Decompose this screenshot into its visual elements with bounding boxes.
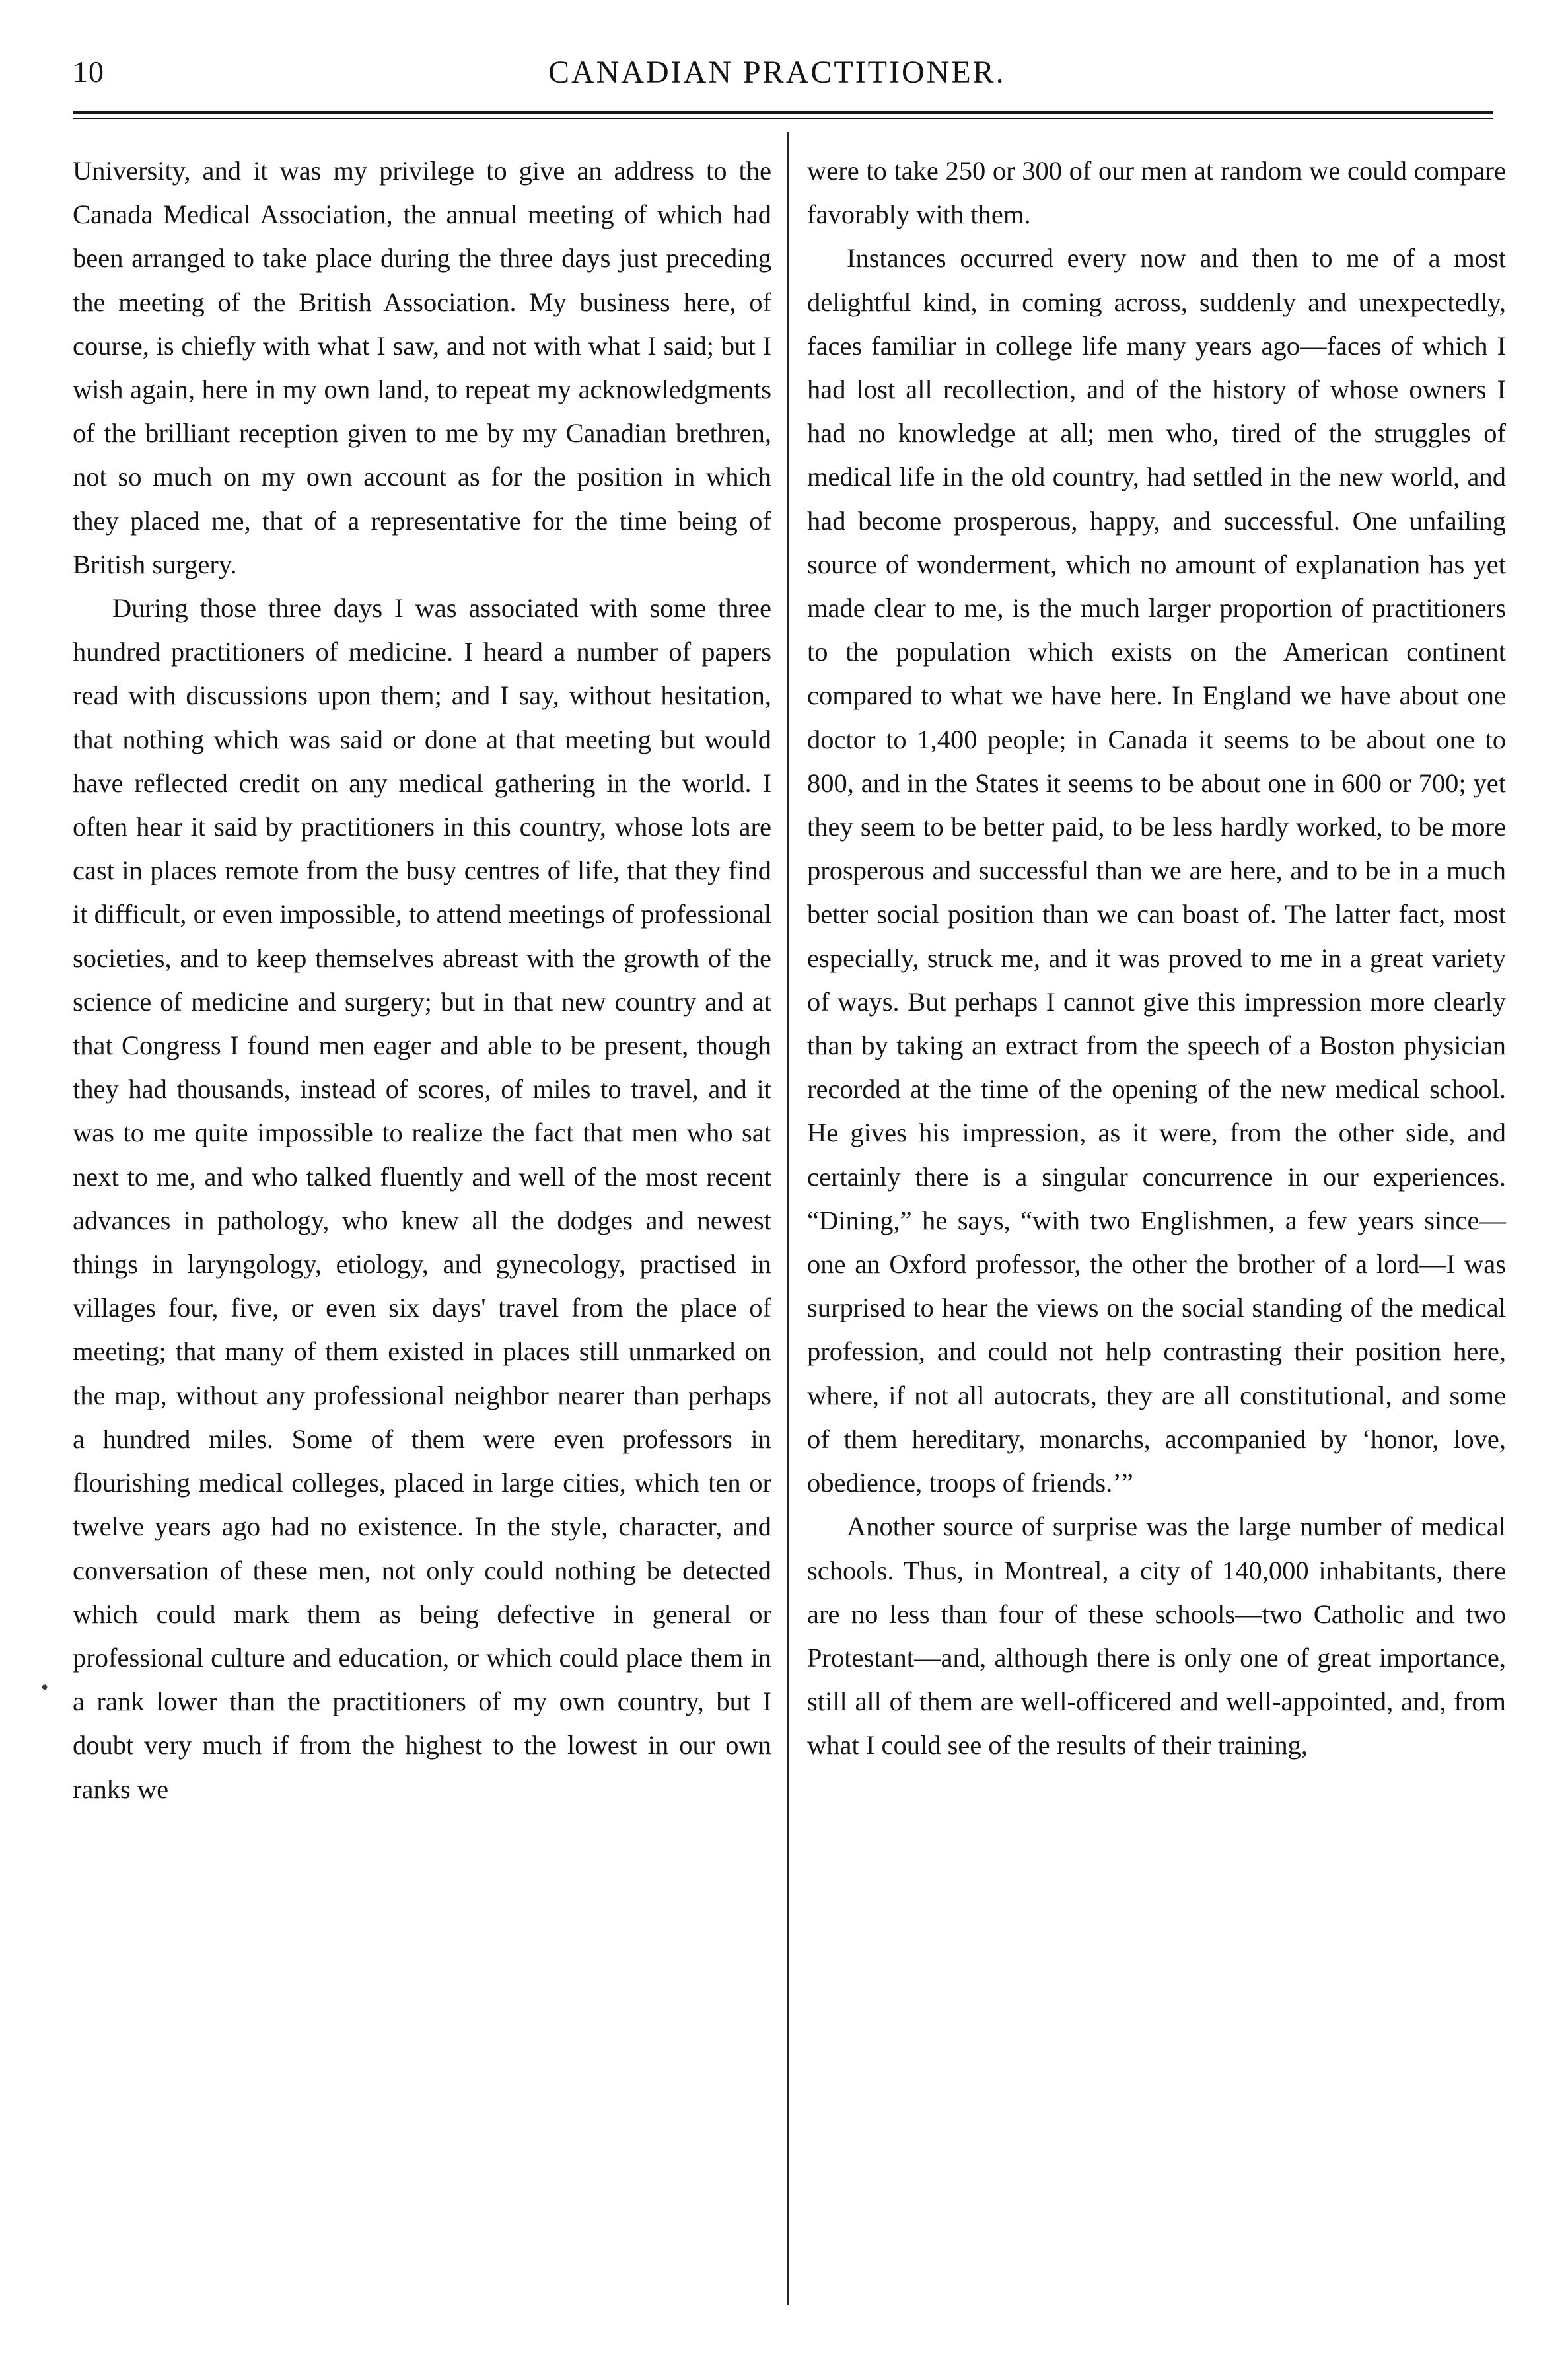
page-header [73, 54, 1493, 107]
page-number: 10 [73, 55, 104, 89]
left-column [73, 149, 771, 1811]
left-paragraph-2: During those three days I was associated with some three hundred practitioners of medicine. I heard a number of papers read with discussions upon them; and I say, without hesitation, that nothing which was said or done at that meeting but would have reflected credit on any medical gathering in the world. I often hear it said by practitioners in this country, whose lots are cast in places remote from the busy centres of life, that they find it difficult, or even impossible, to attend meetings of professional societies, and to keep themselves abreast with the growth of the science of medicine and surgery; but in that new country and at that Congress I found men eager and able to be present, though they had thousands, instead of scores, of miles to travel, and it was to me quite impossible to realize the fact that men who sat next to me, and who talked fluently and well of the most recent advances in pathology, who knew all the dodges and newest things in laryngology, etiology, and gynecology, practised in villages four, five, or even six days' travel from the place of meeting; that many of them existed in places still unmarked on the map, without any professional neighbor nearer than perhaps a hundred miles. Some of them were even professors in flourishing medical colleges, placed in large cities, which ten or twelve years ago had no existence. In the style, character, and conversation of these men, not only could nothing be detected which could mark them as being defective in general or professional culture and education, or which could place them in a rank lower than the practitioners of my own country, but I doubt very much if from the highest to the lowest in our own ranks we [73, 593, 771, 1804]
right-paragraph-3: Another source of surprise was the large number of medical schools. Thus, in Montreal, a city of 140,000 inhabitants, there are no less than four of these schools—two Catholic and two Protestant—and, although there is only one of great importance, still all of them are well-officered and well-appointed, and, from what I could see of the results of their training, [807, 1511, 1506, 1760]
header-rule-thick [73, 111, 1493, 114]
right-paragraph-1: were to take 250 or 300 of our men at random we could compare favorably with them. [807, 156, 1506, 230]
left-paragraph-1: University, and it was my privilege to give an address to the Canada Medical Association, the annual meeting of which had been arranged to take place during the three days just preceding the meeting of the British Association. My business here, of course, is chiefly with what I saw, and not with what I said; but I wish again, here in my own land, to repeat my acknowledgments of the brilliant reception given to me by my Canadian brethren, not so much on my own account as for the position in which they placed me, that of a representative for the time being of British surgery. [73, 156, 771, 579]
right-column [807, 149, 1506, 1768]
margin-mark: • [41, 1675, 49, 1699]
column-divider [787, 132, 789, 2305]
running-title: CANADIAN PRACTITIONER. [548, 55, 1006, 90]
right-paragraph-2: Instances occurred every now and then to me of a most delightful kind, in coming across, suddenly and unexpectedly, faces familiar in college life many years ago—faces of which I had lost all recollection, and of the history of whose owners I had no knowledge at all; men who, tired of the struggles of medical life in the old country, had settled in the new world, and had become prosperous, happy, and successful. One unfailing source of wonderment, which no amount of explanation has yet made clear to me, is the much larger proportion of practitioners to the population which exists on the American continent compared to what we have here. In England we have about one doctor to 1,400 people; in Canada it seems to be about one to 800, and in the States it seems to be about one in 600 or 700; yet they seem to be better paid, to be less hardly worked, to be more prosperous and successful than we are here, and to be in a much better social position than we can boast of. The latter fact, most especially, struck me, and it was proved to me in a great variety of ways. But perhaps I cannot give this impression more clearly than by taking an extract from the speech of a Boston physician recorded at the time of the opening of the new medical school. He gives his impression, as it were, from the other side, and certainly there is a singular concurrence in our experiences. “Dining,” he says, “with two Englishmen, a few years since—one an Oxford professor, the other the brother of a lord—I was surprised to hear the views on the social standing of the medical profession, and could not help contrasting their position here, where, if not all autocrats, they are all constitutional, and some of them hereditary, monarchs, accompanied by ‘honor, love, obedience, troops of friends.’” [807, 243, 1506, 1498]
header-rule-thin [73, 118, 1493, 119]
